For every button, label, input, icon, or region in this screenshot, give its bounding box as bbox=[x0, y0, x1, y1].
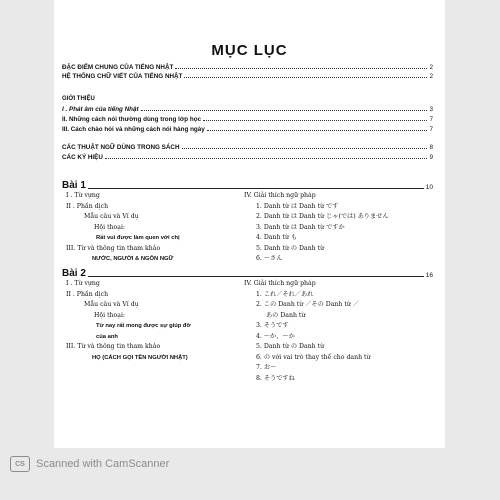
camscanner-logo-icon: CS bbox=[10, 456, 30, 472]
watermark-text: Scanned with CamScanner bbox=[36, 458, 170, 470]
lesson-2-right-column: IV. Giải thích ngữ pháp 1. これ／それ／あれ 2. この Danh từ ／その Danh từ ／ あの Danh từ 3. そうです 4. ～か、～か 5. Danh từ の Danh từ 6. の với vai trò thay thế cho danh từ 7. お～ 8. そうですね bbox=[244, 280, 371, 382]
toc-entry-general: ĐẶC ĐIỂM CHUNG CỦA TIẾNG NHẬT 2 bbox=[62, 64, 433, 71]
intro-entry-1: I . Phát âm của tiếng Nhật 3 bbox=[62, 106, 433, 113]
lesson-2-left-column: I . Từ vựng II . Phần dịch Mẫu câu và Ví dụ Hội thoại: Từ nay rất mong được sự giúp đỡ của anh III. Từ và thông tin tham khảo HỌ (CÁCH GỌI TÊN NGƯỜI NHẬT) bbox=[66, 280, 191, 361]
toc-entry-symbols: CÁC KÝ HIỆU 9 bbox=[62, 154, 433, 161]
lesson-1-header: Bài 1 10 bbox=[62, 180, 433, 191]
page-title: MỤC LỤC bbox=[211, 42, 288, 59]
lesson-2-header: Bài 2 16 bbox=[62, 268, 433, 279]
lesson-1-right-column: IV. Giải thích ngữ pháp 1. Danh từ は Danh từ です 2. Danh từ は Danh từ じゃ(では) ありません 3. Danh từ は Danh từ ですか 4. Danh từ も 5. Danh từ の Danh từ 6. ～さん bbox=[244, 192, 389, 262]
document-page bbox=[54, 0, 445, 448]
lesson-1-left-column: I . Từ vựng II . Phần dịch Mẫu câu và Ví dụ Hội thoại: Rất vui được làm quen với chị III. Từ và thông tin tham khảo NƯỚC, NGƯỜI & NGÔN NGỮ bbox=[66, 192, 180, 262]
intro-heading: GIỚI THIỆU bbox=[62, 96, 95, 102]
intro-entry-2: II. Những cách nói thường dùng trong lớp học 7 bbox=[62, 116, 433, 123]
camscanner-watermark bbox=[10, 456, 169, 472]
toc-entry-terms: CÁC THUẬT NGỮ DÙNG TRONG SÁCH 8 bbox=[62, 144, 433, 151]
toc-entry-writing: HỆ THỐNG CHỮ VIẾT CỦA TIẾNG NHẬT 2 bbox=[62, 73, 433, 80]
intro-entry-3: III. Cách chào hỏi và những cách nói hàng ngày 7 bbox=[62, 126, 433, 133]
